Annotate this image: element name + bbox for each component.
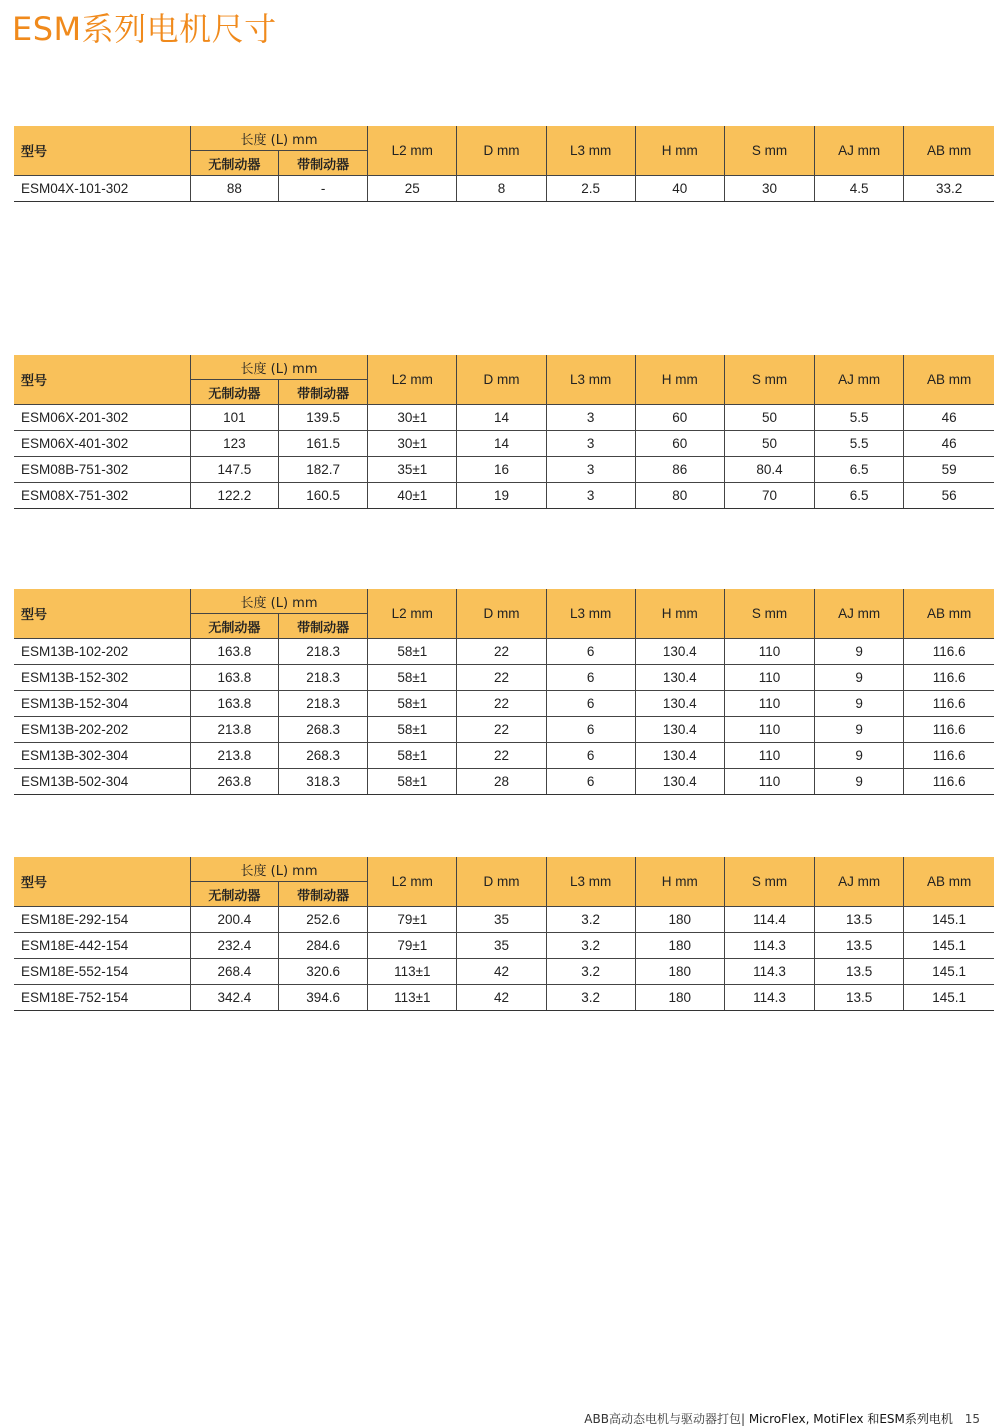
model-cell: ESM04X-101-302 [14, 176, 190, 202]
header-length: 长度 (L) mm [190, 589, 367, 614]
value-cell: 123 [190, 431, 278, 457]
value-cell: 116.6 [904, 769, 994, 795]
value-cell: 110 [724, 717, 814, 743]
value-cell: 22 [457, 639, 546, 665]
value-cell: 28 [457, 769, 546, 795]
model-cell: ESM18E-292-154 [14, 907, 190, 933]
value-cell: 25 [368, 176, 457, 202]
header-col: AB mm [904, 355, 994, 405]
footer-product: MicroFlex, MotiFlex 和ESM系列电机 [748, 1412, 953, 1426]
table-row [14, 665, 994, 691]
value-cell: 35±1 [368, 457, 457, 483]
value-cell: 80.4 [724, 457, 814, 483]
header-col: L2 mm [368, 857, 457, 907]
value-cell: 86 [635, 457, 724, 483]
value-cell: 147.5 [190, 457, 278, 483]
value-cell: 130.4 [635, 691, 724, 717]
value-cell: 9 [815, 769, 904, 795]
value-cell: 14 [457, 405, 546, 431]
table-row [14, 176, 994, 202]
value-cell: 163.8 [190, 691, 278, 717]
value-cell: 268.3 [279, 717, 368, 743]
value-cell: 42 [457, 985, 546, 1011]
model-cell: ESM13B-502-304 [14, 769, 190, 795]
header-length: 长度 (L) mm [190, 126, 367, 151]
value-cell: 35 [457, 933, 546, 959]
value-cell: 19 [457, 483, 546, 509]
value-cell: 50 [724, 431, 814, 457]
value-cell: 3 [546, 457, 635, 483]
value-cell: 130.4 [635, 769, 724, 795]
header-length: 长度 (L) mm [190, 355, 367, 380]
value-cell: 4.5 [815, 176, 904, 202]
header-col: L3 mm [546, 857, 635, 907]
table-row [14, 933, 994, 959]
value-cell: 320.6 [279, 959, 368, 985]
value-cell: 284.6 [279, 933, 368, 959]
value-cell: 58±1 [368, 665, 457, 691]
value-cell: 114.3 [724, 959, 814, 985]
header-no-brake: 无制动器 [190, 614, 278, 639]
table-row [14, 691, 994, 717]
value-cell: 394.6 [279, 985, 368, 1011]
dimension-table [14, 126, 994, 202]
value-cell: 88 [190, 176, 278, 202]
value-cell: 58±1 [368, 743, 457, 769]
value-cell: 9 [815, 717, 904, 743]
value-cell: 268.4 [190, 959, 278, 985]
header-col: D mm [457, 589, 546, 639]
value-cell: 5.5 [815, 431, 904, 457]
value-cell: 218.3 [279, 639, 368, 665]
header-col: L3 mm [546, 589, 635, 639]
value-cell: 6 [546, 639, 635, 665]
value-cell: 42 [457, 959, 546, 985]
header-with-brake: 带制动器 [279, 151, 368, 176]
value-cell: 2.5 [546, 176, 635, 202]
model-cell: ESM13B-152-304 [14, 691, 190, 717]
value-cell: 110 [724, 743, 814, 769]
value-cell: 13.5 [815, 985, 904, 1011]
value-cell: 56 [904, 483, 994, 509]
value-cell: 58±1 [368, 639, 457, 665]
value-cell: 163.8 [190, 639, 278, 665]
value-cell: 218.3 [279, 691, 368, 717]
header-col: AJ mm [815, 857, 904, 907]
value-cell: 58±1 [368, 717, 457, 743]
header-with-brake: 带制动器 [279, 614, 368, 639]
value-cell: 58±1 [368, 769, 457, 795]
value-cell: 130.4 [635, 717, 724, 743]
value-cell: 110 [724, 691, 814, 717]
header-with-brake: 带制动器 [279, 380, 368, 405]
value-cell: 318.3 [279, 769, 368, 795]
value-cell: 130.4 [635, 639, 724, 665]
value-cell: 9 [815, 743, 904, 769]
value-cell: 58±1 [368, 691, 457, 717]
value-cell: 79±1 [368, 907, 457, 933]
value-cell: 40 [635, 176, 724, 202]
header-no-brake: 无制动器 [190, 882, 278, 907]
value-cell: 116.6 [904, 743, 994, 769]
value-cell: 30 [724, 176, 814, 202]
value-cell: 22 [457, 743, 546, 769]
value-cell: 101 [190, 405, 278, 431]
footer-text: ABB高动态电机与驱动器打包| [584, 1412, 745, 1426]
value-cell: 9 [815, 691, 904, 717]
dimension-table [14, 857, 994, 1011]
page-title: ESM系列电机尺寸 [12, 10, 277, 48]
value-cell: 182.7 [279, 457, 368, 483]
table-row [14, 743, 994, 769]
header-col: D mm [457, 355, 546, 405]
value-cell: 200.4 [190, 907, 278, 933]
header-no-brake: 无制动器 [190, 380, 278, 405]
value-cell: 218.3 [279, 665, 368, 691]
value-cell: 6.5 [815, 457, 904, 483]
value-cell: 145.1 [904, 933, 994, 959]
value-cell: 16 [457, 457, 546, 483]
header-model: 型号 [14, 126, 190, 176]
header-col: L3 mm [546, 355, 635, 405]
value-cell: 3.2 [546, 985, 635, 1011]
dimension-table [14, 355, 994, 509]
value-cell: 180 [635, 933, 724, 959]
model-cell: ESM06X-201-302 [14, 405, 190, 431]
value-cell: 113±1 [368, 985, 457, 1011]
header-col: H mm [635, 126, 724, 176]
header-col: AJ mm [815, 355, 904, 405]
value-cell: 342.4 [190, 985, 278, 1011]
value-cell: 50 [724, 405, 814, 431]
value-cell: 232.4 [190, 933, 278, 959]
value-cell: 33.2 [904, 176, 994, 202]
header-no-brake: 无制动器 [190, 151, 278, 176]
value-cell: 145.1 [904, 907, 994, 933]
header-col: AB mm [904, 126, 994, 176]
value-cell: 160.5 [279, 483, 368, 509]
table-row [14, 483, 994, 509]
header-col: L2 mm [368, 355, 457, 405]
header-col: AB mm [904, 589, 994, 639]
header-col: S mm [724, 126, 814, 176]
page-number: 15 [964, 1412, 980, 1426]
value-cell: 22 [457, 691, 546, 717]
value-cell: 268.3 [279, 743, 368, 769]
value-cell: 6 [546, 769, 635, 795]
value-cell: 213.8 [190, 717, 278, 743]
header-col: H mm [635, 355, 724, 405]
value-cell: 13.5 [815, 959, 904, 985]
value-cell: 13.5 [815, 907, 904, 933]
value-cell: 163.8 [190, 665, 278, 691]
table-row [14, 431, 994, 457]
value-cell: 116.6 [904, 639, 994, 665]
value-cell: 22 [457, 717, 546, 743]
value-cell: - [279, 176, 368, 202]
value-cell: 8 [457, 176, 546, 202]
value-cell: 6 [546, 743, 635, 769]
value-cell: 180 [635, 959, 724, 985]
value-cell: 3.2 [546, 933, 635, 959]
model-cell: ESM18E-442-154 [14, 933, 190, 959]
value-cell: 5.5 [815, 405, 904, 431]
value-cell: 130.4 [635, 743, 724, 769]
value-cell: 114.4 [724, 907, 814, 933]
header-model: 型号 [14, 857, 190, 907]
value-cell: 35 [457, 907, 546, 933]
value-cell: 22 [457, 665, 546, 691]
value-cell: 6 [546, 665, 635, 691]
value-cell: 3.2 [546, 959, 635, 985]
header-length: 长度 (L) mm [190, 857, 367, 882]
table-row [14, 985, 994, 1011]
value-cell: 114.3 [724, 985, 814, 1011]
value-cell: 59 [904, 457, 994, 483]
value-cell: 180 [635, 907, 724, 933]
value-cell: 110 [724, 769, 814, 795]
value-cell: 30±1 [368, 431, 457, 457]
header-model: 型号 [14, 355, 190, 405]
model-cell: ESM13B-102-202 [14, 639, 190, 665]
value-cell: 6 [546, 717, 635, 743]
header-col: D mm [457, 857, 546, 907]
header-model: 型号 [14, 589, 190, 639]
value-cell: 6 [546, 691, 635, 717]
value-cell: 116.6 [904, 717, 994, 743]
value-cell: 14 [457, 431, 546, 457]
value-cell: 145.1 [904, 985, 994, 1011]
header-col: L2 mm [368, 589, 457, 639]
page-footer [584, 1410, 980, 1427]
value-cell: 3.2 [546, 907, 635, 933]
value-cell: 46 [904, 405, 994, 431]
model-cell: ESM08X-751-302 [14, 483, 190, 509]
value-cell: 70 [724, 483, 814, 509]
table-row [14, 907, 994, 933]
value-cell: 13.5 [815, 933, 904, 959]
value-cell: 113±1 [368, 959, 457, 985]
value-cell: 30±1 [368, 405, 457, 431]
header-col: D mm [457, 126, 546, 176]
header-col: AJ mm [815, 126, 904, 176]
value-cell: 145.1 [904, 959, 994, 985]
header-col: AJ mm [815, 589, 904, 639]
header-col: L3 mm [546, 126, 635, 176]
value-cell: 180 [635, 985, 724, 1011]
model-cell: ESM18E-552-154 [14, 959, 190, 985]
value-cell: 3 [546, 405, 635, 431]
value-cell: 110 [724, 665, 814, 691]
table-row [14, 405, 994, 431]
value-cell: 79±1 [368, 933, 457, 959]
header-col: S mm [724, 589, 814, 639]
model-cell: ESM18E-752-154 [14, 985, 190, 1011]
value-cell: 6.5 [815, 483, 904, 509]
table-row [14, 639, 994, 665]
header-with-brake: 带制动器 [279, 882, 368, 907]
value-cell: 110 [724, 639, 814, 665]
dimension-table [14, 589, 994, 795]
value-cell: 122.2 [190, 483, 278, 509]
value-cell: 60 [635, 405, 724, 431]
table-row [14, 959, 994, 985]
model-cell: ESM13B-152-302 [14, 665, 190, 691]
header-col: AB mm [904, 857, 994, 907]
model-cell: ESM08B-751-302 [14, 457, 190, 483]
table-row [14, 457, 994, 483]
value-cell: 130.4 [635, 665, 724, 691]
value-cell: 3 [546, 483, 635, 509]
value-cell: 114.3 [724, 933, 814, 959]
header-col: S mm [724, 857, 814, 907]
header-col: L2 mm [368, 126, 457, 176]
value-cell: 161.5 [279, 431, 368, 457]
value-cell: 3 [546, 431, 635, 457]
value-cell: 80 [635, 483, 724, 509]
value-cell: 46 [904, 431, 994, 457]
header-col: H mm [635, 857, 724, 907]
model-cell: ESM06X-401-302 [14, 431, 190, 457]
header-col: S mm [724, 355, 814, 405]
value-cell: 9 [815, 639, 904, 665]
model-cell: ESM13B-202-202 [14, 717, 190, 743]
value-cell: 9 [815, 665, 904, 691]
table-row [14, 717, 994, 743]
header-col: H mm [635, 589, 724, 639]
value-cell: 213.8 [190, 743, 278, 769]
value-cell: 60 [635, 431, 724, 457]
value-cell: 116.6 [904, 665, 994, 691]
table-row [14, 769, 994, 795]
value-cell: 252.6 [279, 907, 368, 933]
value-cell: 116.6 [904, 691, 994, 717]
value-cell: 139.5 [279, 405, 368, 431]
model-cell: ESM13B-302-304 [14, 743, 190, 769]
value-cell: 263.8 [190, 769, 278, 795]
value-cell: 40±1 [368, 483, 457, 509]
